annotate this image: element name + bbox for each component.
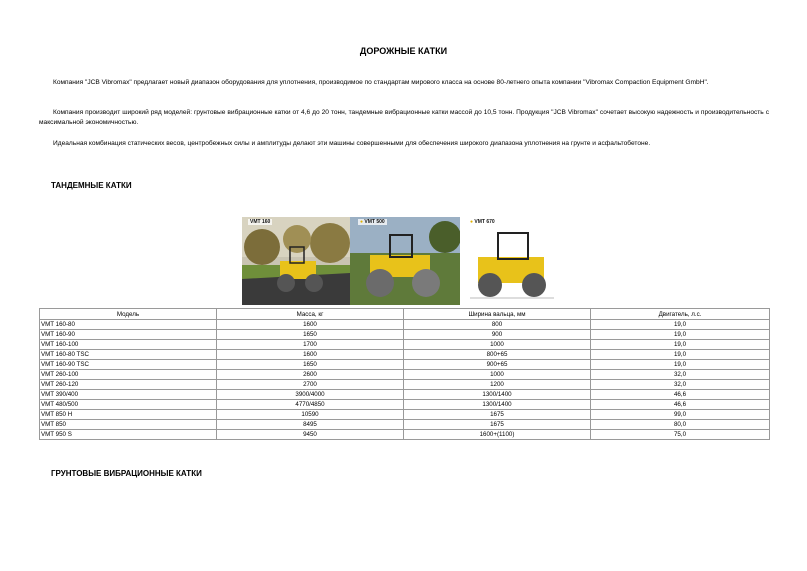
cell-drum-width: 1600+(1100) bbox=[404, 430, 591, 440]
cell-model: VMT 850 bbox=[40, 420, 217, 430]
table-row bbox=[40, 390, 770, 400]
cell-engine: 75,0 bbox=[591, 430, 770, 440]
col-header-model: Модель bbox=[40, 309, 217, 320]
cell-engine: 46,6 bbox=[591, 390, 770, 400]
cell-model: VMT 160-100 bbox=[40, 340, 217, 350]
page-title: ДОРОЖНЫЕ КАТКИ bbox=[359, 46, 448, 56]
cell-model: VMT 480/500 bbox=[40, 400, 217, 410]
section-heading-tandem: ТАНДЕМНЫЕ КАТКИ bbox=[51, 181, 132, 190]
cell-drum-width: 1000 bbox=[404, 370, 591, 380]
cell-mass: 10590 bbox=[217, 410, 404, 420]
cell-model: VMT 160-80 bbox=[40, 320, 217, 330]
cell-drum-width: 1675 bbox=[404, 410, 591, 420]
photo-vmt-500 bbox=[350, 217, 460, 305]
cell-engine: 19,0 bbox=[591, 360, 770, 370]
cell-model: VMT 260-100 bbox=[40, 370, 217, 380]
cell-drum-width: 1675 bbox=[404, 420, 591, 430]
cell-engine: 19,0 bbox=[591, 330, 770, 340]
cell-drum-width: 1000 bbox=[404, 340, 591, 350]
cell-mass: 1600 bbox=[217, 350, 404, 360]
intro-paragraph-1: Компания "JCB Vibromax" предлагает новый диапазон оборудования для уплотнения, производимое по стандартам мирового класса на основе 80-летнего опыта компании "Vibromax Compaction Equipment GmbH". bbox=[53, 79, 709, 86]
cell-mass: 2600 bbox=[217, 370, 404, 380]
cell-model: VMT 160-90 bbox=[40, 330, 217, 340]
cell-mass: 9450 bbox=[217, 430, 404, 440]
table-row bbox=[40, 360, 770, 370]
cell-drum-width: 1200 bbox=[404, 380, 591, 390]
table-header-row bbox=[40, 309, 770, 320]
cell-model: VMT 390/400 bbox=[40, 390, 217, 400]
cell-drum-width: 1300/1400 bbox=[404, 390, 591, 400]
photo-vmt-160 bbox=[242, 217, 350, 305]
table-row bbox=[40, 330, 770, 340]
col-header-engine: Двигатель, л.с. bbox=[591, 309, 770, 320]
table-row bbox=[40, 370, 770, 380]
cell-drum-width: 800 bbox=[404, 320, 591, 330]
cell-drum-width: 800+65 bbox=[404, 350, 591, 360]
intro-paragraph-2: Компания производит широкий ряд моделей: грунтовые вибрационные катки от 4,6 до 20 тонн, тандемные вибрационные катки массой до 10,5 тонн. Продукция "JCB Vibromax" сочетает высокую надежность и производительность с максимальной экономичностью. bbox=[39, 109, 769, 126]
table-row bbox=[40, 320, 770, 330]
cell-mass: 1650 bbox=[217, 360, 404, 370]
yellow-dot-icon: ● bbox=[470, 219, 474, 225]
col-header-mass: Масса, кг bbox=[217, 309, 404, 320]
cell-engine: 80,0 bbox=[591, 420, 770, 430]
cell-engine: 19,0 bbox=[591, 350, 770, 360]
table-row bbox=[40, 350, 770, 360]
photo-caption: VMT 160 bbox=[250, 219, 271, 225]
photo-caption: ● VMT 670 bbox=[470, 219, 495, 225]
cell-engine: 19,0 bbox=[591, 320, 770, 330]
cell-mass: 1600 bbox=[217, 320, 404, 330]
intro-paragraph-3: Идеальная комбинация статических весов, центробежных силы и амплитуды делают эти машины совершенными для обеспечения широкого диапазона уплотнения на грунте и асфальтобетоне. bbox=[53, 140, 651, 147]
cell-engine: 99,0 bbox=[591, 410, 770, 420]
roller-photo-strip bbox=[242, 217, 564, 305]
cell-drum-width: 900 bbox=[404, 330, 591, 340]
cell-mass: 1700 bbox=[217, 340, 404, 350]
cell-model: VMT 160-80 TSC bbox=[40, 350, 217, 360]
photo-caption: ● VMT 500 bbox=[360, 219, 385, 225]
cell-mass: 8495 bbox=[217, 420, 404, 430]
yellow-dot-icon: ● bbox=[360, 219, 364, 225]
cell-engine: 32,0 bbox=[591, 370, 770, 380]
section-heading-soil: ГРУНТОВЫЕ ВИБРАЦИОННЫЕ КАТКИ bbox=[51, 469, 202, 478]
cell-engine: 32,0 bbox=[591, 380, 770, 390]
table-row bbox=[40, 340, 770, 350]
table-row bbox=[40, 420, 770, 430]
cell-model: VMT 950 S bbox=[40, 430, 217, 440]
cell-engine: 46,6 bbox=[591, 400, 770, 410]
cell-drum-width: 1300/1400 bbox=[404, 400, 591, 410]
cell-mass: 1650 bbox=[217, 330, 404, 340]
cell-engine: 19,0 bbox=[591, 340, 770, 350]
photo-vmt-670 bbox=[460, 217, 564, 305]
tandem-rollers-table bbox=[39, 308, 770, 440]
cell-model: VMT 260-120 bbox=[40, 380, 217, 390]
cell-mass: 3900/4000 bbox=[217, 390, 404, 400]
cell-mass: 2700 bbox=[217, 380, 404, 390]
cell-drum-width: 900+65 bbox=[404, 360, 591, 370]
cell-model: VMT 850 H bbox=[40, 410, 217, 420]
table-row bbox=[40, 380, 770, 390]
table-row bbox=[40, 410, 770, 420]
cell-model: VMT 160-90 TSC bbox=[40, 360, 217, 370]
table-row bbox=[40, 400, 770, 410]
col-header-drum-width: Ширина вальца, мм bbox=[404, 309, 591, 320]
table-row bbox=[40, 430, 770, 440]
cell-mass: 4770/4850 bbox=[217, 400, 404, 410]
